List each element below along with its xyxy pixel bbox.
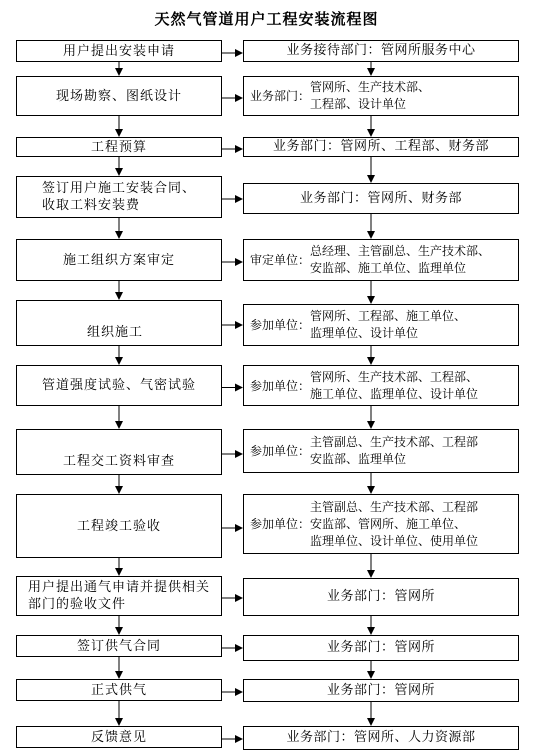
- process-step-label: 管道强度试验、气密试验: [41, 378, 196, 393]
- process-step-label: 正式供气: [90, 682, 147, 698]
- department-text: 业务部门：管网所、人力资源部: [286, 730, 476, 745]
- department-text: 业务部门：管网所: [326, 589, 435, 604]
- process-step-label: 签订供气合同: [76, 638, 161, 654]
- process-step-label: 工程交工资料审查: [62, 454, 175, 469]
- process-step-label: 反馈意见: [90, 729, 147, 745]
- process-step-label: 工程预算: [90, 139, 147, 155]
- department-role-label: 审定单位：: [250, 253, 311, 267]
- process-step-label: 签订用户施工安装合同、 收取工料安装费: [41, 181, 196, 213]
- department-text: 业务部门：管网所: [326, 682, 435, 698]
- department-list: 主管副总、生产技术部、工程部 安监部、监理单位: [310, 435, 479, 466]
- department-role-label: 业务部门：: [250, 89, 311, 103]
- page-title: 天然气管道用户工程安装流程图: [154, 10, 379, 28]
- department-role-label: 参加单位：: [250, 378, 311, 393]
- department-text: 业务部门：管网所: [326, 640, 435, 655]
- process-step-label: 组织施工: [87, 325, 144, 340]
- process-step-label: 施工组织方案审定: [62, 252, 175, 268]
- department-text: 业务部门：管网所、财务部: [299, 190, 462, 206]
- process-step-label: 用户提出安装申请: [62, 43, 175, 59]
- department-list: 主管副总、生产技术部、工程部 安监部、管网所、施工单位、 监理单位、设计单位、使用单位: [310, 499, 479, 548]
- process-step-label: 用户提出通气申请并提供相关 部门的验收文件: [27, 580, 210, 612]
- department-list: 管网所、工程部、施工单位、 监理单位、设计单位: [310, 309, 467, 340]
- department-role-label: 参加单位：: [250, 318, 311, 332]
- department-role-label: 参加单位：: [250, 517, 311, 531]
- department-list: 管网所、生产技术部、工程部、 施工单位、监理单位、设计单位: [310, 369, 479, 401]
- department-list: 管网所、生产技术部、 工程部、设计单位: [310, 80, 431, 111]
- process-step-label: 工程竣工验收: [76, 518, 161, 534]
- process-step-label: 现场勘察、图纸设计: [55, 88, 182, 104]
- department-role-label: 参加单位：: [250, 444, 311, 458]
- department-text: 业务接待部门：管网所服务中心: [286, 43, 476, 58]
- department-list: 总经理、主管副总、生产技术部、 安监部、施工单位、监理单位: [310, 244, 491, 275]
- department-text: 业务部门：管网所、工程部、财务部: [272, 139, 489, 154]
